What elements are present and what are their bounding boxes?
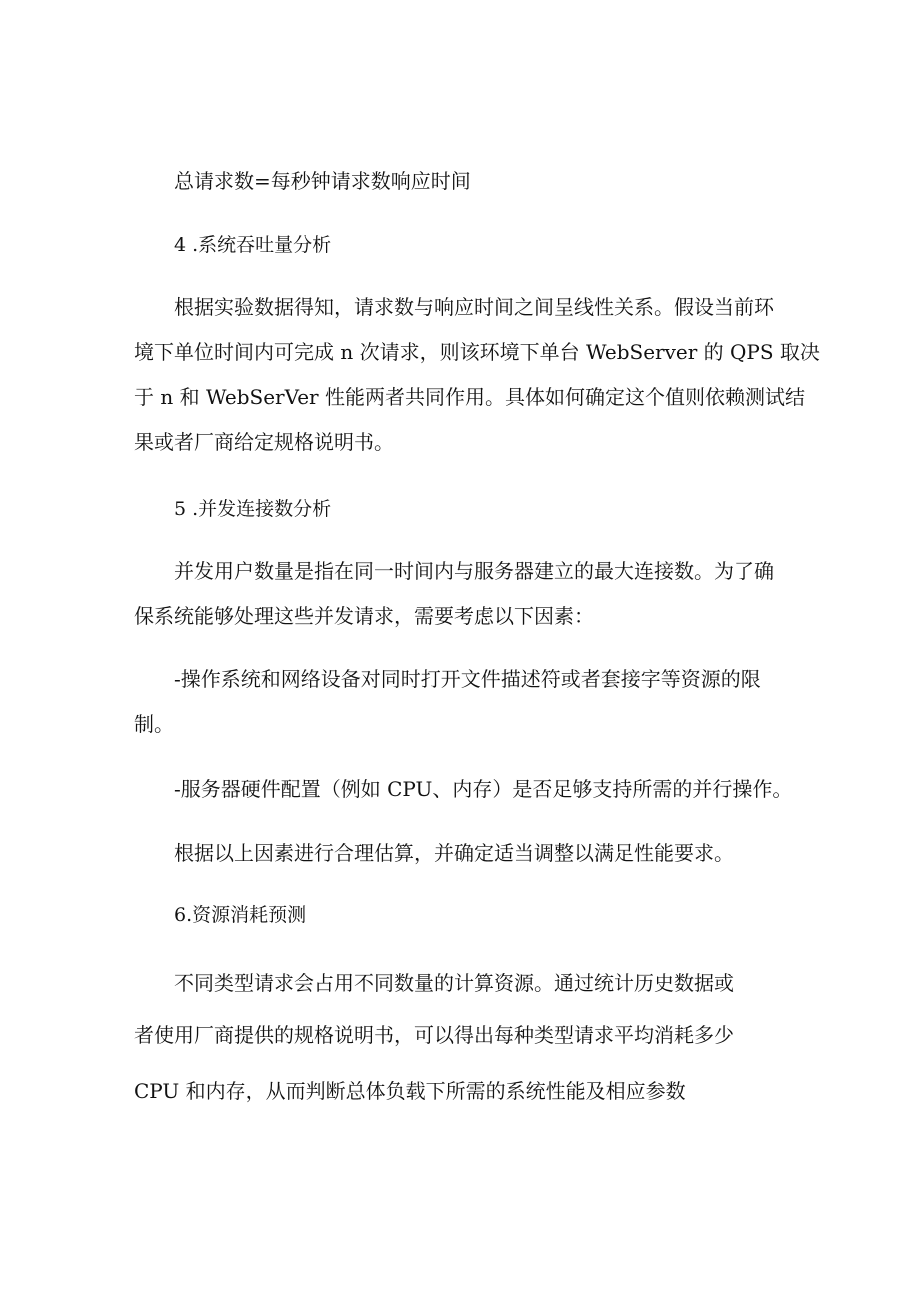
- section-6-paragraph-line-1: 不同类型请求会占用不同数量的计算资源。通过统计历史数据或: [174, 971, 734, 995]
- section-6-heading: 6.资源消耗预测: [174, 904, 307, 926]
- section-5-bullet-1-line-1: -操作系统和网络设备对同时打开文件描述符或者套接字等资源的限: [174, 667, 761, 691]
- section-6-paragraph-line-3: CPU 和内存，从而判断总体负载下所需的系统性能及相应参数: [134, 1079, 686, 1103]
- section-4-paragraph-line-1: 根据实验数据得知，请求数与响应时间之间呈线性关系。假设当前环: [174, 295, 774, 319]
- section-5-bullet-2: -服务器硬件配置（例如 CPU、内存）是否足够支持所需的并行操作。: [174, 777, 793, 801]
- formula-text: 总请求数=每秒钟请求数响应时间: [174, 169, 471, 193]
- section-5-conclusion: 根据以上因素进行合理估算，并确定适当调整以满足性能要求。: [174, 841, 734, 865]
- section-5-paragraph-line-2: 保系统能够处理这些并发请求，需要考虑以下因素：: [134, 604, 594, 628]
- section-4-paragraph-line-3: 于 n 和 WebSerVer 性能两者共同作用。具体如何确定这个值则依赖测试结: [134, 385, 805, 409]
- section-5-bullet-1-line-2: 制。: [134, 712, 174, 736]
- section-5-paragraph-line-1: 并发用户数量是指在同一时间内与服务器建立的最大连接数。为了确: [174, 559, 774, 583]
- section-4-heading: 4 .系统吞吐量分析: [174, 234, 332, 256]
- section-6-paragraph-line-2: 者使用厂商提供的规格说明书，可以得出每种类型请求平均消耗多少: [134, 1023, 734, 1047]
- section-4-paragraph-line-4: 果或者厂商给定规格说明书。: [134, 430, 394, 454]
- section-4-paragraph-line-2: 境下单位时间内可完成 n 次请求，则该环境下单台 WebServer 的 QPS 取决: [134, 340, 820, 364]
- section-5-heading: 5 .并发连接数分析: [174, 498, 332, 520]
